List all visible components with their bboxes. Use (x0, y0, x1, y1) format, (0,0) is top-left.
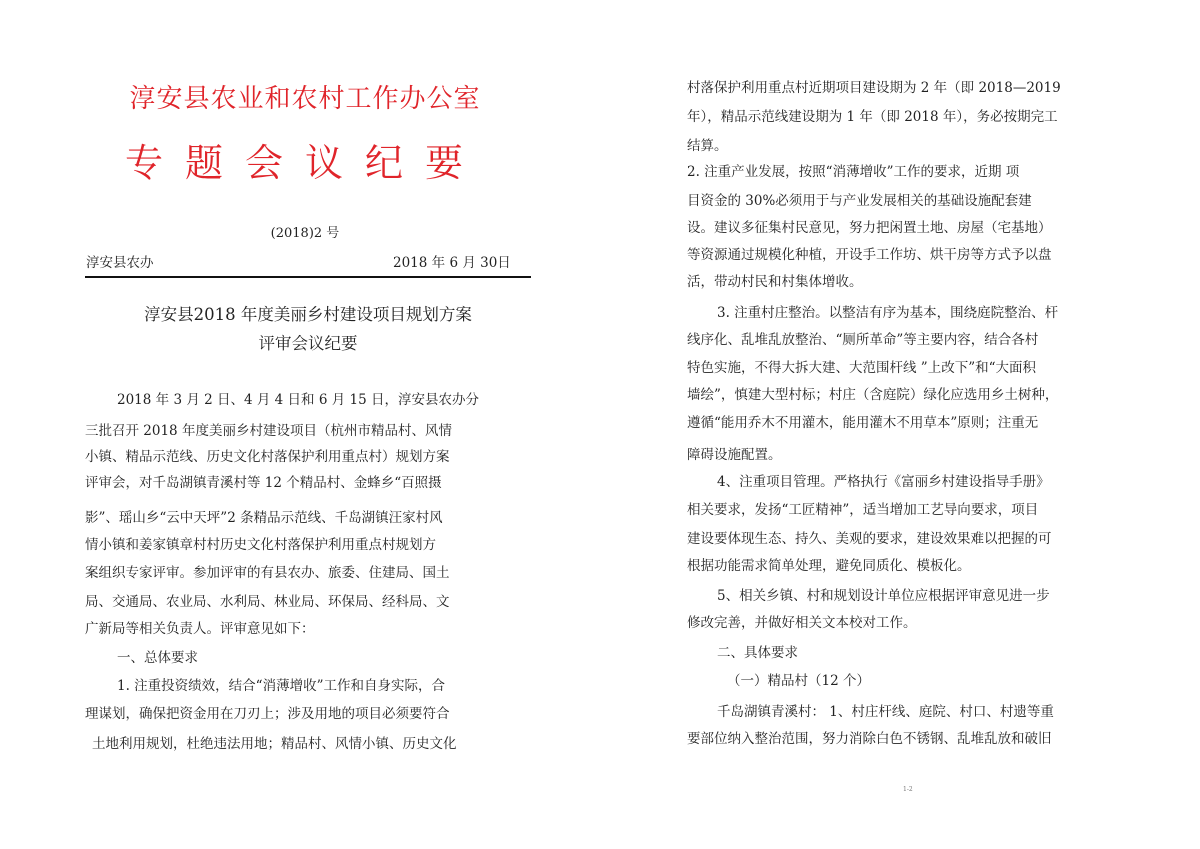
body-line: 局、交通局、农业局、水利局、林业局、环保局、经科局、文 (85, 594, 450, 610)
body-line: 墙绘”，慎建大型村标；村庄（含庭院）绿化应选用乡土树种， (687, 387, 1059, 403)
body-line: 年），精品示范线建设期为 1 年（即 2018 年），务必按期完工 (687, 109, 1058, 125)
body-line: 活，带动村民和村集体增收。 (687, 274, 863, 290)
body-line: 相关要求，发扬“工匠精神”，适当增加工艺导向要求，项目 (687, 502, 1039, 518)
body-line: 2. 注重产业发展，按照“消薄增收”工作的要求，近期 项 (687, 164, 1020, 180)
body-line: 2018 年 3 月 2 日、4 月 4 日和 6 月 15 日，淳安县农办分 (117, 392, 479, 408)
subsection-heading: （一）精品村（12 个） (727, 673, 870, 689)
issuer: 淳安县农办 (86, 255, 154, 271)
body-line: 建设要体现生态、持久、美观的要求，建设效果难以把握的可 (687, 531, 1052, 547)
body-line: 根据功能需求简单处理，避免同质化、模板化。 (687, 558, 971, 574)
document-subtitle-line2: 评审会议纪要 (258, 334, 358, 353)
org-title: 淳安县农业和农村工作办公室 (129, 84, 481, 114)
page-number: 1-2 (903, 786, 913, 793)
body-line: 修改完善，并做好相关文本校对工作。 (687, 615, 917, 631)
doc-number: (2018)2 号 (270, 226, 340, 241)
body-line: 3. 注重村庄整治。以整洁有序为基本，围绕庭院整治、杆 (717, 305, 1059, 321)
body-line: 小镇、精品示范线、历史文化村落保护利用重点村）规划方案 (85, 449, 450, 465)
body-line: 遵循“能用乔木不用灌木，能用灌木不用草本”原则；注重无 (687, 415, 1039, 431)
body-line: 千岛湖镇青溪村： 1、村庄杆线、庭院、村口、村遗等重 (717, 704, 1054, 720)
body-line: 广新局等相关负责人。评审意见如下： (85, 621, 315, 637)
body-line: 障碍设施配置。 (687, 447, 782, 463)
body-line: 特色实施，不得大拆大建、大范围杆线 ”上改下”和“大面积 (687, 360, 1036, 376)
body-line: 三批召开 2018 年度美丽乡村建设项目（杭州市精品村、风情 (85, 423, 452, 439)
body-line: 影”、瑶山乡“云中天坪”2 条精品示范线、千岛湖镇汪家村风 (85, 510, 443, 526)
body-line: 结算。 (687, 138, 728, 154)
doc-type-title: 专题会议纪要 (124, 141, 485, 185)
body-line: 情小镇和姜家镇章村村历史文化村落保护利用重点村规划方 (85, 537, 436, 553)
body-line: 1. 注重投资绩效，结合“消薄增收”工作和自身实际，合 (117, 678, 445, 694)
header-divider (85, 276, 531, 278)
section-heading: 二、具体要求 (717, 645, 798, 661)
body-line: 理谋划，确保把资金用在刀刃上；涉及用地的项目必须要符合 (85, 706, 450, 722)
document-subtitle-line1: 淳安县2018 年度美丽乡村建设项目规划方案 (144, 305, 472, 324)
body-line: 土地利用规划，杜绝违法用地；精品村、风情小镇、历史文化 (92, 736, 457, 752)
body-line: 要部位纳入整治范围，努力消除白色不锈钢、乱堆乱放和破旧 (687, 731, 1052, 747)
body-line: 设。建议多征集村民意见，努力把闲置土地、房屋（宅基地） (687, 220, 1052, 236)
body-line: 案组织专家评审。参加评审的有县农办、旅委、住建局、国土 (85, 565, 450, 581)
body-line: 村落保护利用重点村近期项目建设期为 2 年（即 2018—2019 (687, 80, 1061, 96)
body-line: 5、相关乡镇、村和规划设计单位应根据评审意见进一步 (717, 588, 1050, 604)
section-heading: 一、总体要求 (117, 650, 198, 666)
body-line: 4、注重项目管理。严格执行《富丽乡村建设指导手册》 (717, 474, 1050, 490)
body-line: 评审会，对千岛湖镇青溪村等 12 个精品村、金蜂乡“百照摄 (85, 475, 442, 491)
body-line: 线序化、乱堆乱放整治、“厕所革命”等主要内容，结合各村 (687, 332, 1039, 348)
body-line: 等资源通过规模化种植，开设手工作坊、烘干房等方式予以盘 (687, 247, 1052, 263)
issue-date: 2018 年 6 月 30日 (393, 255, 511, 271)
body-line: 目资金的 30%必须用于与产业发展相关的基础设施配套建 (687, 193, 1032, 209)
